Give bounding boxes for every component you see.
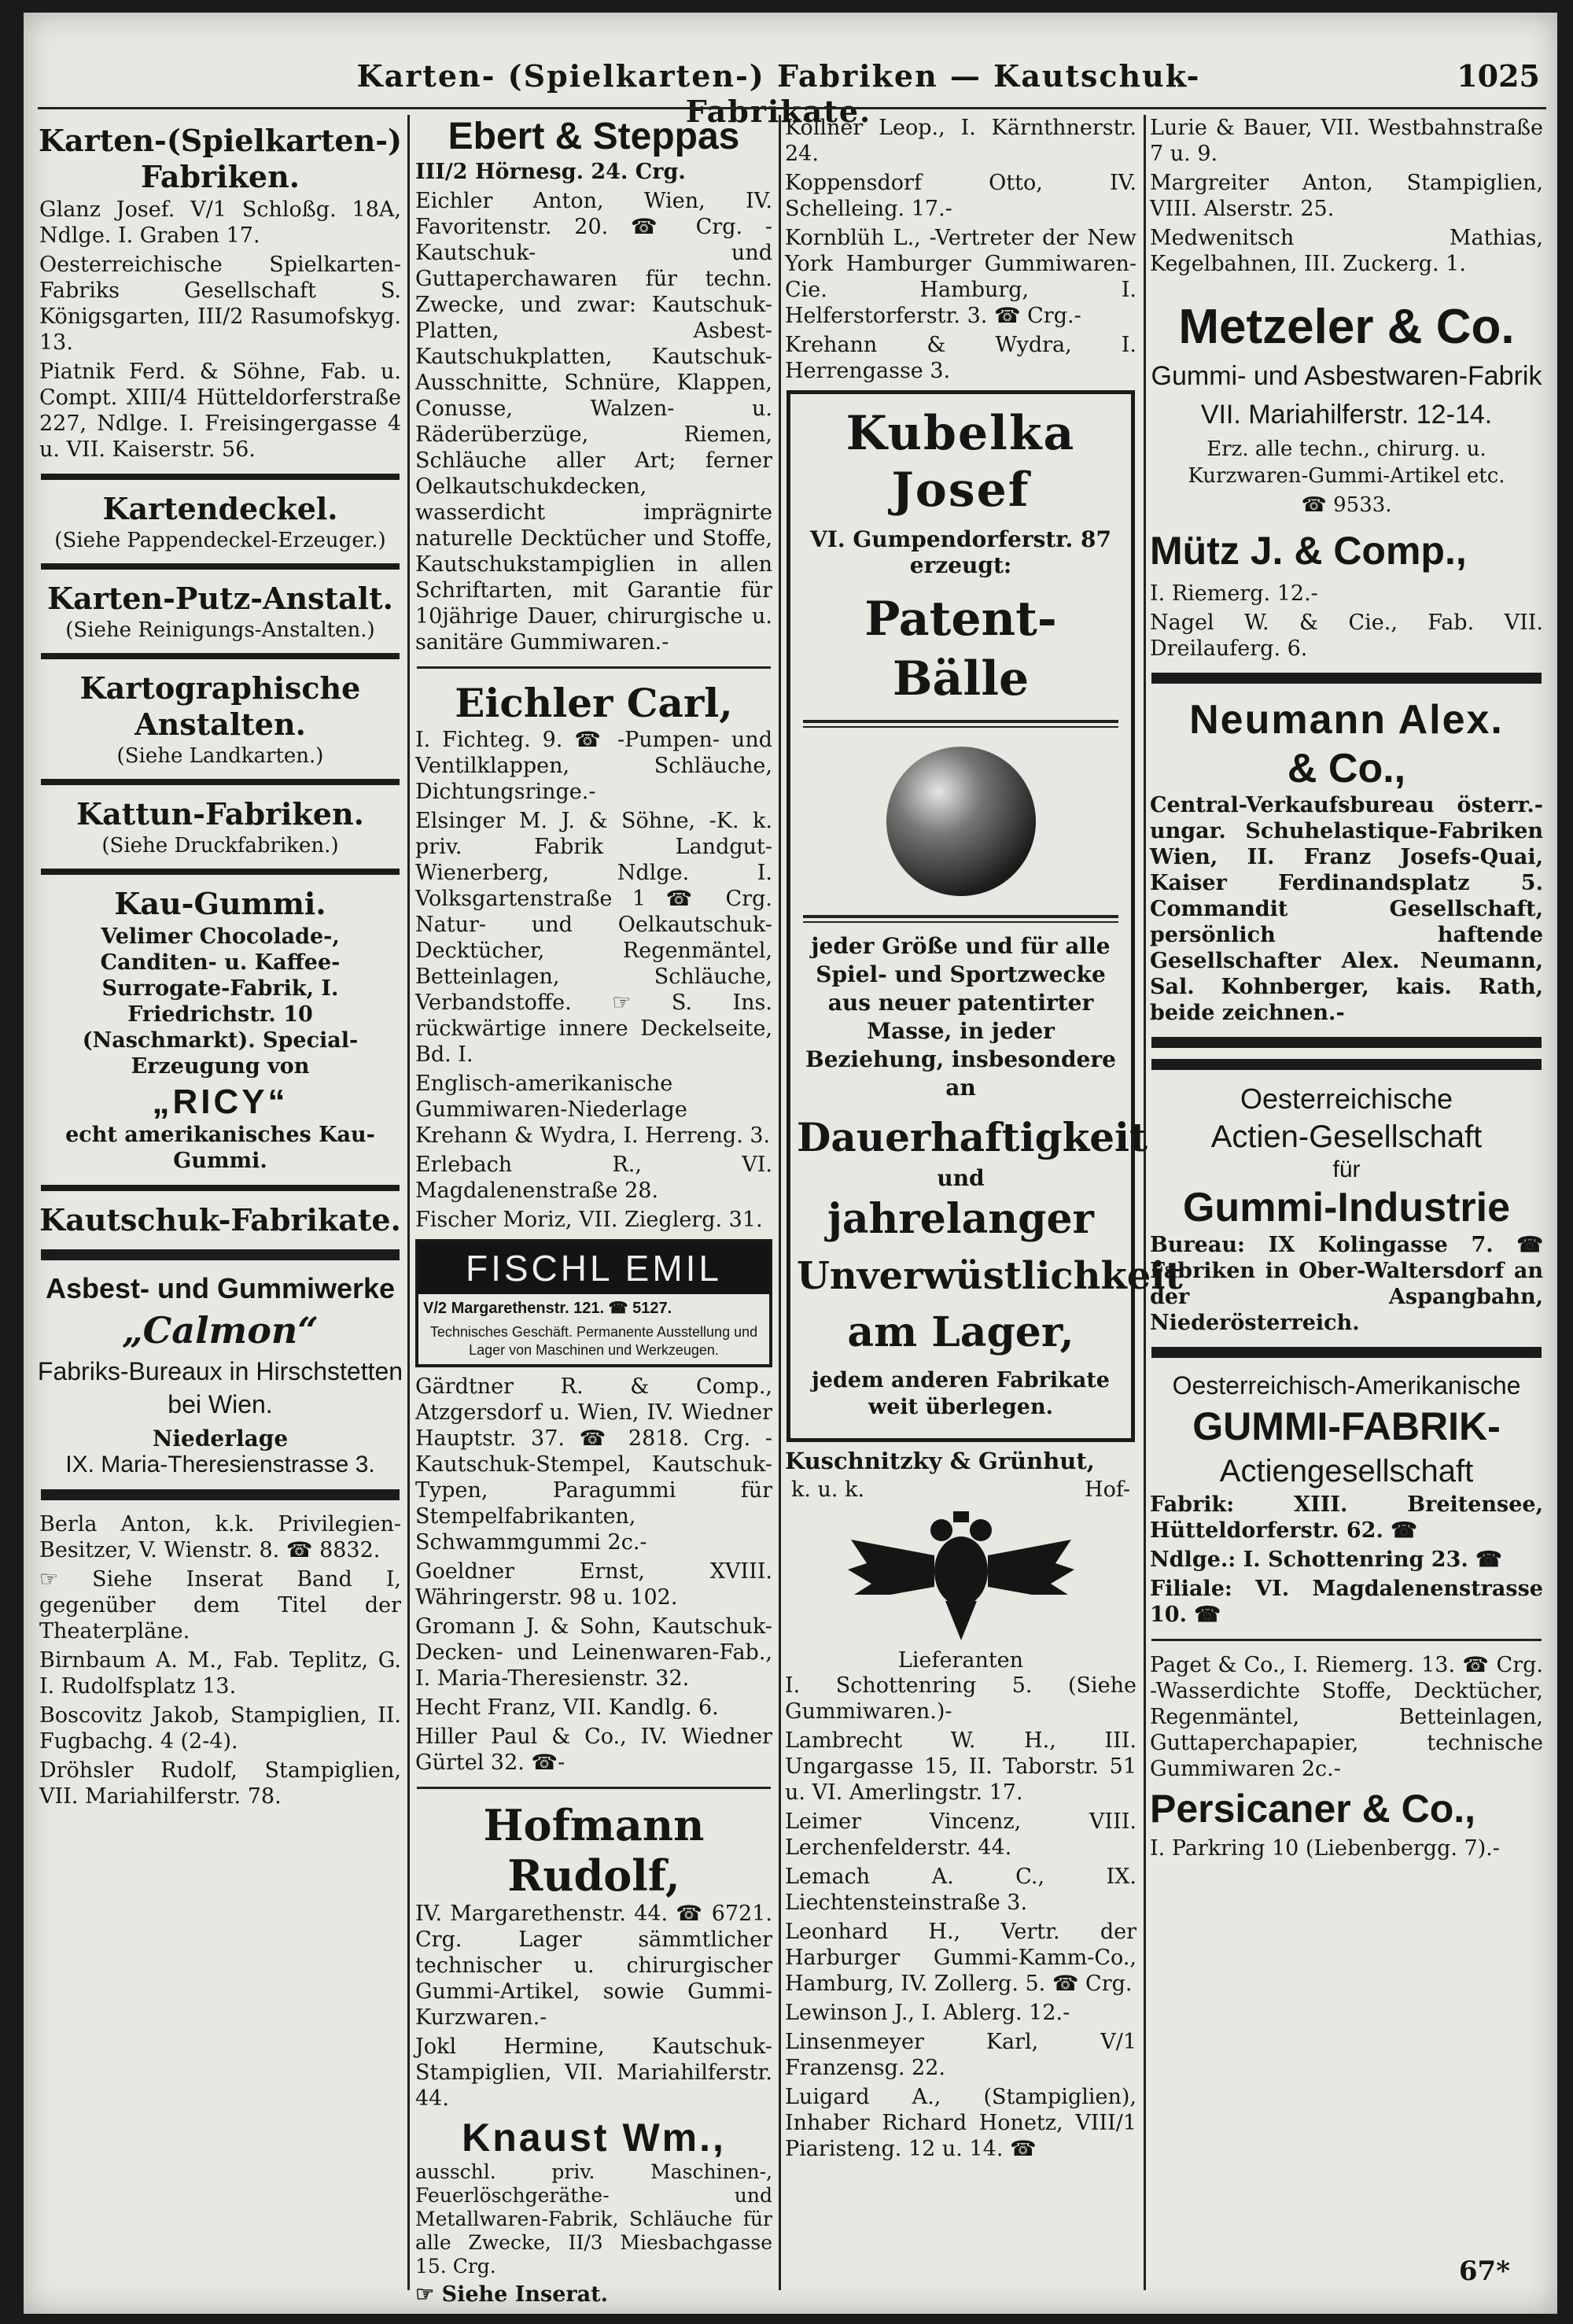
section-rule (1151, 1639, 1542, 1641)
list-item: echt amerikanisches Kau-Gummi. (65, 1123, 375, 1173)
section-rule (41, 869, 400, 875)
ad-headline: Asbest- und Gummiwerke (45, 1272, 396, 1304)
list-item: Glanz Josef. V/1 Schloßg. 18A, Ndlge. I. Graben 17. (39, 197, 401, 248)
purveyor-title: Hof- (1085, 1477, 1130, 1502)
ad-company-name: Knaust Wm., (462, 2116, 726, 2160)
column-2 (412, 115, 775, 2307)
ad-text: Erz. alle techn., chirurg. u. Kurzwaren-Gummi-Artikel etc. (1188, 437, 1505, 488)
page-header (24, 13, 1557, 129)
cross-reference: (Siehe Pappendeckel-Erzeuger.) (54, 529, 386, 552)
section-rule (1151, 673, 1542, 684)
list-item: ☞ Siehe Inserat Band I, gegenüber dem Titel der Theaterpläne. (39, 1567, 401, 1643)
running-title: Karten- (Spielkarten-) Fabriken — Kautschuk-Fabrikate. (356, 58, 1201, 129)
list-item: Nagel W. & Cie., Fab. VII. Dreilauferg. 6. (1150, 611, 1543, 661)
section-rule (417, 1787, 771, 1789)
section-heading: Kattun-Fabriken. (76, 796, 364, 832)
section-heading: Karten-Putz-Anstalt. (47, 581, 393, 616)
column-1 (36, 115, 404, 2290)
list-item: Hecht Franz, VII. Kandlg. 6. (415, 1695, 719, 1720)
ad-product: Patent-Bälle (864, 592, 1057, 706)
purveyor-title: Lieferanten (897, 1648, 1024, 1673)
ad-headline: Actien-Gesellschaft (1210, 1120, 1483, 1154)
list-item: Lambrecht W. H., III. Ungargasse 15, II. Taborstr. 51 u. VI. Amerlingstr. 17. (785, 1728, 1136, 1805)
list-item: Jokl Hermine, Kautschuk-Stampiglien, VII. Mariahilferstr. 44. (415, 2034, 772, 2111)
list-item: Lemach A. C., IX. Liechtensteinstraße 3. (785, 1865, 1136, 1915)
ad-slogan: Dauerhaftigkeit (797, 1114, 1148, 1160)
section-rule (41, 1489, 400, 1500)
ad-company-name: FISCHL EMIL (418, 1242, 769, 1294)
column-4 (1147, 115, 1546, 2290)
list-item: Birnbaum A. M., Fab. Teplitz, G. I. Rudolfsplatz 13. (39, 1648, 401, 1699)
ad-company-name: GUMMI-FABRIK- (1192, 1404, 1501, 1448)
ad-company-name: Kubelka Josef (845, 406, 1076, 518)
cross-reference: (Siehe Landkarten.) (116, 744, 324, 768)
column-divider (1144, 115, 1146, 2290)
ad-note: ☞ Siehe Inserat. (415, 2282, 608, 2307)
cross-reference: (Siehe Reinigungs-Anstalten.) (65, 618, 375, 642)
section-rule (1151, 1347, 1542, 1358)
ad-company-name: Eichler Carl, (455, 680, 733, 726)
list-item: Krehann & Wydra, I. Herrengasse 3. (785, 333, 1136, 383)
cross-reference: (Siehe Druckfabriken.) (101, 834, 339, 858)
section-rule (41, 1249, 400, 1260)
brand-name: „RICY“ (152, 1083, 289, 1121)
advertisement-box (786, 390, 1183, 1442)
directory-page (24, 13, 1557, 2314)
list-item: Leimer Vincenz, VIII. Lerchenfelderstr. 44. (785, 1809, 1136, 1860)
list-item: Margreiter Anton, Stampiglien, VIII. Alserstr. 25. (1150, 171, 1543, 221)
list-item: Eichler Anton, Wien, IV. Favoritenstr. 20. ☎ Crg. -Kautschuk- und Guttaperchawaren für techn. Zwecke, und zwar: Kautschuk-Platten, Asbest-Kautschukplatten, Kautschuk-Ausschnitte, Schnüre, Klappen, Conusse, Walzen- u. Räderüberzüge, Riemen, Schläuche aller Art; ferner Oelkautschukdecken, wasserdicht imprägnirte naturelle Decktücher und Stoffe, Kautschukstampiglien in allen Schriftarten, mit Garantie für 10jährige Dauer, chirurgische u. sanitäre Gummiwaren.- (415, 189, 772, 655)
section-heading: Kautschuk-Fabrikate. (39, 1202, 401, 1238)
ad-headline: für (1332, 1156, 1361, 1182)
list-item: Piatnik Ferd. & Söhne, Fab. u. Compt. XIII/4 Hütteldorferstraße 227, Ndlge. I. Freisingergasse 4 u. VII. Kaiserstr. 56. (39, 360, 401, 462)
ad-company-name: Mütz J. & Comp., (1150, 529, 1467, 573)
list-item: Fischer Moriz, VII. Zieglerg. 31. (415, 1208, 763, 1232)
list-item: Hiller Paul & Co., IV. Wiedner Gürtel 32. ☎- (415, 1725, 772, 1775)
list-item: Kornblüh L., -Vertreter der New York Hamburger Gummiwaren-Cie. Hamburg, I. Helferstorferstr. 3. ☎ Crg.- (785, 226, 1136, 328)
ad-text: Ndlge.: I. Schottenring 23. ☎ (1150, 1547, 1502, 1572)
section-rule (1151, 1059, 1542, 1070)
list-item: Dröhsler Rudolf, Stampiglien, VII. Mariahilferstr. 78. (39, 1758, 401, 1809)
ad-address: I. Parkring 10 (Liebenbergg. 7).- (1150, 1836, 1500, 1861)
section-heading: Karten-(Spielkarten-) Fabriken. (39, 123, 402, 194)
ad-text: Central-Verkaufsbureau österr.-ungar. Schuhelastique-Fabriken Wien, II. Franz Josefs-Quai, Kaiser Ferdinandsplatz 5. Commandit Gesellschaft, persönlich haftende Gesellschafter Alex. Neumann, Sal. Kohnberger, kais. Rath, beide zeichnen.- (1150, 793, 1543, 1025)
ad-slogan: am Lager, (847, 1308, 1074, 1356)
ad-phone: ☎ 9533. (1301, 493, 1392, 517)
ad-text: IV. Margarethenstr. 44. ☎ 6721. Crg. Lager sämmtlicher technischer u. chirurgischer Gummi-Artikel, sowie Gummi-Kurzwaren.- (415, 1902, 772, 2030)
ad-headline: Oesterreichische (1240, 1083, 1453, 1115)
ad-address: III/2 Hörnesg. 24. Crg. (415, 160, 686, 184)
ad-text: Fabrik: XIII. Breitensee, Hütteldorferstr. 62. ☎ (1150, 1492, 1543, 1543)
list-item: Lewinson J., I. Ablerg. 12.- (785, 2001, 1070, 2025)
ad-subtitle: Gummi- und Asbestwaren-Fabrik (1151, 361, 1542, 391)
list-item: Erlebach R., VI. Magdalenenstraße 28. (415, 1153, 772, 1203)
list-item: Koppensdorf Otto, IV. Schelleing. 17.- (785, 171, 1136, 221)
ad-text: jedem anderen Fabrikate weit überlegen. (812, 1368, 1110, 1419)
ad-address: VI. Gumpendorferstr. 87 (810, 526, 1111, 552)
section-rule (41, 563, 400, 570)
ad-slogan: Unverwüstlichkeit (797, 1254, 1183, 1298)
ad-company-name: Metzeler & Co. (1178, 300, 1515, 354)
ad-text: I. Fichteg. 9. ☎ -Pumpen- und Ventilklappen, Schläuche, Dichtungsringe.- (415, 728, 772, 804)
ad-company-name: Gummi-Industrie (1182, 1185, 1511, 1230)
ball-illustration (886, 747, 1036, 896)
signature-mark: 67* (1458, 2256, 1510, 2287)
list-item: I. Schottenring 5. (Siehe Gummiwaren.)- (785, 1673, 1136, 1724)
ad-company-name: & Co., (1287, 746, 1406, 791)
ad-rule (803, 915, 1118, 923)
header-rule (38, 107, 1546, 109)
ad-address: IX. Maria-Theresienstrasse 3. (65, 1452, 375, 1477)
ad-text: Bureau: IX Kolingasse 7. ☎ Fabriken in Ober-Waltersdorf an der Aspangbahn, Niederösterreich. (1150, 1233, 1543, 1335)
ad-text: und (937, 1165, 985, 1191)
ad-text: ausschl. priv. Maschinen-, Feuerlöschgeräthe- und Metallwaren-Fabrik, Schläuche für alle Zwecke, II/3 Miesbachgasse 15. Crg. (415, 2160, 772, 2278)
list-item: Medwenitsch Mathias, Kegelbahnen, III. Zuckerg. 1. (1150, 226, 1543, 276)
list-item: Gärdtner R. & Comp., Atzgersdorf u. Wien, IV. Wiedner Hauptstr. 37. ☎ 2818. Crg. -Kautschuk-Stempel, Kautschuk-Typen, Paragummi für Stempelfabrikanten, Schwammgummi 2c.- (415, 1374, 772, 1555)
ad-address: I. Riemerg. 12.- (1150, 581, 1318, 606)
list-item: Linsenmeyer Karl, V/1 Franzensg. 22. (785, 2030, 1136, 2080)
section-rule (41, 474, 400, 480)
ad-text: Fabriks-Bureaux in Hirschstetten bei Wien. (37, 1357, 403, 1418)
ad-headline: Actiengesellschaft (1219, 1454, 1474, 1488)
section-rule (41, 779, 400, 785)
ad-text: Filiale: VI. Magdalenenstrasse 10. ☎ (1150, 1577, 1543, 1627)
list-item: Englisch-amerikanische Gummiwaren-Niederlage Krehann & Wydra, I. Herreng. 3. (415, 1072, 771, 1148)
list-item: Oesterreichische Spielkarten-Fabriks Gesellschaft S. Königsgarten, III/2 Rasumofskyg. 13. (39, 253, 401, 355)
section-rule (41, 1185, 400, 1191)
list-item: Kuschnitzky & Grünhut, (785, 1448, 1095, 1474)
purveyor-title: k. u. k. (791, 1477, 865, 1502)
list-item: Velimer Chocolade-, Canditen- u. Kaffee-Surrogate-Fabrik, I. Friedrichstr. 10 (Naschmarkt). Special-Erzeugung von (82, 924, 359, 1079)
ad-text: Niederlage (152, 1426, 289, 1452)
list-item: Berla Anton, k.k. Privilegien-Besitzer, V. Wienstr. 8. ☎ 8832. (39, 1512, 401, 1562)
ad-address: VII. Mariahilferstr. 12-14. (1200, 400, 1493, 430)
ad-text: erzeugt: (909, 552, 1012, 578)
section-heading: Kau-Gummi. (114, 886, 326, 921)
list-item: Köllner Leop., I. Kärnthnerstr. 24. (785, 116, 1136, 166)
column-divider (779, 115, 781, 2290)
ad-brand: „Calmon“ (122, 1309, 319, 1352)
ad-slogan: jahrelanger (827, 1195, 1094, 1243)
list-item: Boscovitz Jakob, Stampiglien, II. Fugbachg. 4 (2-4). (39, 1703, 401, 1754)
double-eagle-emblem-icon (843, 1508, 1079, 1642)
ad-rule (803, 720, 1118, 728)
ad-text: Technisches Geschäft. Permanente Ausstellung und Lager von Maschinen und Werkzeugen. (429, 1324, 758, 1358)
column-3 (782, 115, 1183, 2290)
section-rule (417, 666, 771, 669)
list-item: Gromann J. & Sohn, Kautschuk-Decken- und Leinenwaren-Fab., I. Maria-Theresienstr. 32. (415, 1614, 772, 1691)
section-rule (1151, 1037, 1542, 1048)
section-heading: Kartographische Anstalten. (79, 670, 361, 742)
list-item: Elsinger M. J. & Söhne, -K. k. priv. Fabrik Landgut-Wienerberg, Ndlge. I. Volksgartenstraße 1 ☎ Crg. Natur- und Oelkautschuk-Decktücher, Regenmäntel, Betteinlagen, Schläuche, Verbandstoffe. ☞ S. Ins. rückwärtige innere Deckelseite, Bd. I. (415, 809, 772, 1067)
ad-address: V/2 Margarethenstr. 121. ☎ 5127. (423, 1300, 672, 1317)
ad-text: jeder Größe und für alle Spiel- und Sportzwecke aus neuer patentirter Masse, in jeder Beziehung, insbesondere an (805, 933, 1116, 1101)
section-rule (41, 653, 400, 659)
ad-company-name: Ebert & Steppas (448, 116, 740, 157)
list-item: Paget & Co., I. Riemerg. 13. ☎ Crg. -Wasserdichte Stoffe, Decktücher, Regenmäntel, Betteinlagen, Guttaperchapapier, technische Gummiwaren 2c.- (1150, 1653, 1543, 1781)
ad-headline: Oesterreichisch-Amerikanische (1172, 1371, 1521, 1400)
list-item: Luigard A., (Stampiglien), Inhaber Richard Honetz, VIII/1 Piaristeng. 12 u. 14. ☎ (785, 2085, 1136, 2161)
section-heading: Kartendeckel. (102, 491, 338, 526)
list-item: Lurie & Bauer, VII. Westbahnstraße 7 u. 9. (1150, 116, 1543, 166)
ad-company-name: Hofmann Rudolf, (483, 1800, 705, 1901)
ad-company-name: Neumann Alex. (1189, 697, 1504, 743)
list-item: Goeldner Ernst, XVIII. Währingerstr. 98 u. 102. (415, 1559, 772, 1610)
list-item: Leonhard H., Vertr. der Harburger Gummi-Kamm-Co., Hamburg, IV. Zollerg. 5. ☎ Crg. (785, 1920, 1136, 1996)
ad-company-name: Persicaner & Co., (1150, 1787, 1476, 1831)
page-number: 1025 (1457, 58, 1540, 94)
column-divider (407, 115, 410, 2290)
